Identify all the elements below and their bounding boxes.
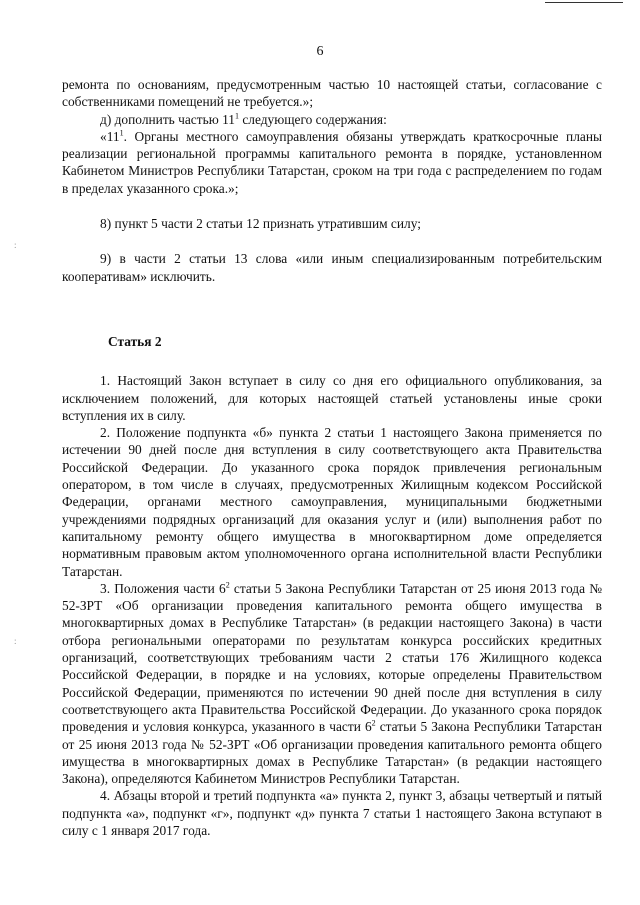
paragraph [62,128,602,197]
spacer [62,350,602,372]
top-edge-line [545,2,623,3]
text-run: д) дополнить частью 11 [100,111,235,127]
paragraph: 4. Абзацы второй и третий подпункта «а» пункта 2, пункт 3, абзацы четвертый и пятый подпункта «а», подпункт «г», подпункт «д» пункта 7 статьи 1 настоящего Закона вступают в силу с 1 января 2017 года. [62,788,602,838]
superscript: 1 [234,111,239,121]
spacer [62,285,602,333]
text-run: следующего содержания: [238,111,387,127]
paragraph: 2. Положение подпункта «б» пункта 2 статьи 1 настоящего Закона применяется по истечении 90 дней после дня вступления в силу соответствующего акта Правительства Российской Федерации. До указанного срока порядок привлечения региональным оператором, в том числе в случаях, предусмотренных Жилищным кодексом Российской Федерации, органами местного самоуправления, муниципальными бюджетными учреждениями подрядных организаций для оказания услуг и (или) выполнения работ по капитальному ремонту общего имущества в многоквартирном доме определяется нормативным правовым актом уполномоченного органа исполнительной власти Республики Татарстан. [62,425,602,579]
superscript: 2 [225,580,230,590]
text-run: . Органы местного самоуправления обязаны утверждать краткосрочные планы реализации региональной программы капитального ремонта в порядке, установленном Кабинетом Министров Республики Татарстан, сроком на три года с распределением по годам в пределах указанного срока.»; [62,128,602,196]
article-heading: Статья 2 [108,333,162,349]
text-run: статьи 5 Закона Республики Татарстан от 25 июня 2013 года № 52-ЗРТ «Об организации проведения капитального ремонта общего имущества в многоквартирных домах в Республике Татарстан» (в редакции настоящего Закона), определяются Кабинетом Министров Республики Татарстан. [62,719,602,787]
paragraph: 1. Настоящий Закон вступает в силу со дня его официального опубликования, за исключением положений, для которых настоящей статьей установлены иные сроки вступления их в силу. [62,373,602,423]
text-run: 3. Положения части 6 [100,580,226,596]
paragraph: ремонта по основаниям, предусмотренным частью 10 настоящей статьи, согласование с собственниками помещений не требуется.»; [62,77,602,110]
paragraph: 9) в части 2 статьи 13 слова «или иным специализированным потребительским кооперативам» исключить. [62,251,602,284]
margin-mark: : [14,240,17,250]
margin-mark: : [14,636,17,646]
text-run: «11 [100,128,120,144]
paragraph [62,580,602,788]
paragraph: 8) пункт 5 части 2 статьи 12 признать утратившим силу; [100,216,421,232]
page-number: 6 [316,44,324,59]
text-run: статьи 5 Закона Республики Татарстан от 25 июня 2013 года № 52-ЗРТ «Об организации проведения капитального ремонта общего имущества в многоквартирных домах в Республике Татарстан» (в редакции настоящего Закона) в части отбора региональными операторами по результатам конкурса российских кредитных организаций, соответствующих требованиям части 2 статьи 176 Жилищного кодекса Российской Федерации, в порядке и на условиях, которые определены Правительством Российской Федерации, применяются по истечении 90 дней после дня вступления в силу соответствующего акта Правительства Российской Федерации. До указанного срока порядок проведения и условия конкурса, указанного в части 6 [62,580,602,735]
spacer [62,232,602,250]
paragraph [62,111,602,128]
superscript: 1 [119,128,124,138]
document-body [62,76,602,839]
superscript: 2 [371,718,376,728]
spacer [62,197,602,215]
